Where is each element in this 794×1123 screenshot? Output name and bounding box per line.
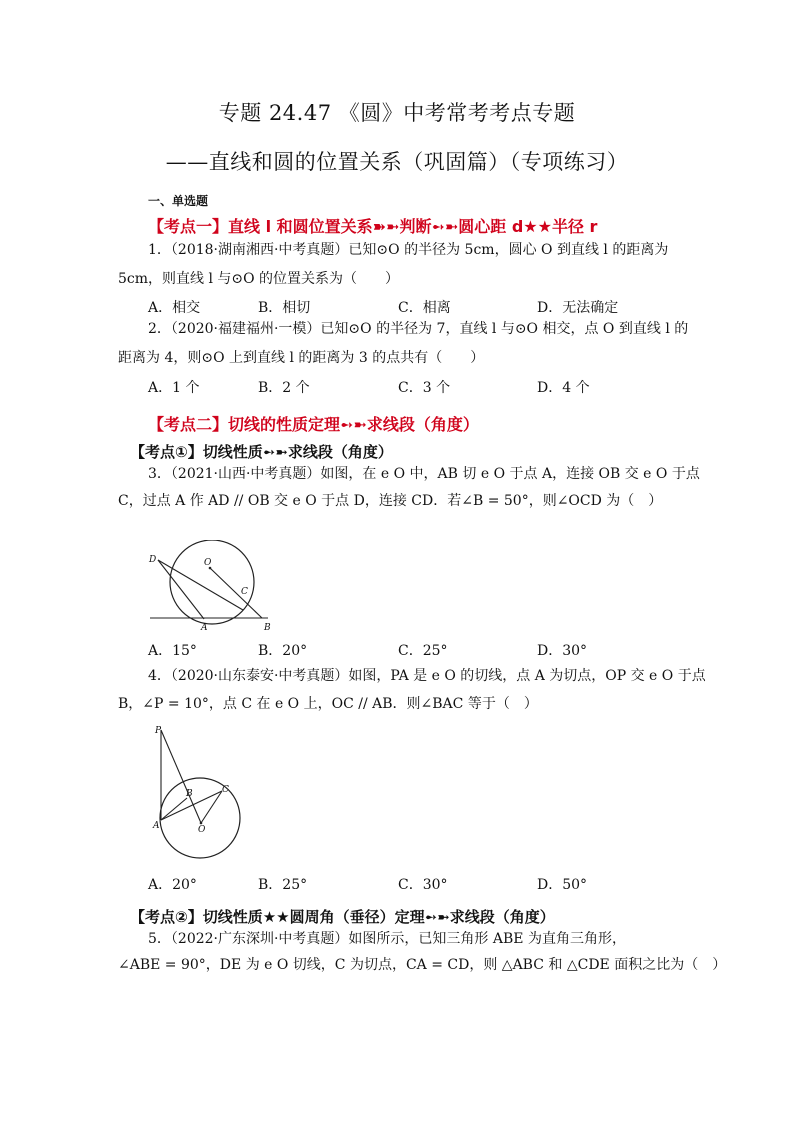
q1-option-a: A．相交 xyxy=(148,300,201,316)
q4-option-b: B．25° xyxy=(258,877,308,893)
q4-option-c: C．30° xyxy=(398,877,448,893)
q3-label-b: B xyxy=(264,623,271,633)
q3-line1: 3．（2021·山西·中考真题）如图，在 e O 中，AB 切 e O 于点 A，连接 OB 交 e O 于点 xyxy=(148,466,700,482)
page-title: 专题 24.47 《圆》中考常考考点专题 xyxy=(218,101,576,125)
q2-line1: 2．（2020·福建福州·一模）已知⊙O 的半径为 7，直线 l 与⊙O 相交，点 O 到直线 l 的 xyxy=(148,321,689,337)
q4-label-b: B xyxy=(186,789,193,799)
kp2-heading: 【考点二】切线的性质定理➻➼求线段（角度） xyxy=(148,415,479,434)
section-heading: 一、单选题 xyxy=(148,194,209,208)
q4-line-po xyxy=(161,730,201,823)
kp2b-heading: 【考点②】切线性质★★圆周角（垂径）定理➻➼求线段（角度） xyxy=(130,908,555,926)
q4-center-dot xyxy=(200,822,203,825)
q2-option-c: C．3 个 xyxy=(398,380,451,396)
q4-label-p: P xyxy=(155,726,162,736)
q3-option-a: A．15° xyxy=(148,643,197,659)
q1-option-c: C．相离 xyxy=(398,300,451,316)
q3-label-o: O xyxy=(204,558,212,568)
q3-label-d: D xyxy=(149,555,157,565)
q1-line1: 1．（2018·湖南湘西·中考真题）已知⊙O 的半径为 5cm，圆心 O 到直线 l 的距离为 xyxy=(148,242,669,258)
q3-line-ob xyxy=(210,568,262,618)
q3-line-dc xyxy=(158,560,243,610)
q3-figure xyxy=(140,540,280,635)
q2-option-b: B．2 个 xyxy=(258,380,310,396)
q4-label-a: A xyxy=(153,821,160,831)
q2-option-a: A．1 个 xyxy=(148,380,200,396)
q4-label-c: C xyxy=(222,785,229,795)
q1-option-b: B．相切 xyxy=(258,300,311,316)
page-subtitle: ——直线和圆的位置关系（巩固篇）（专项练习） xyxy=(165,150,629,174)
q2-option-d: D．4 个 xyxy=(537,380,590,396)
q5-line1: 5．（2022·广东深圳·中考真题）如图所示，已知三角形 ABE 为直角三角形， xyxy=(148,931,626,947)
q3-option-d: D．30° xyxy=(537,643,588,659)
q3-label-a: A xyxy=(201,623,208,633)
q4-line2: B，∠P = 10°，点 C 在 e O 上，OC // AB．则∠BAC 等于（ ） xyxy=(118,696,538,712)
q3-label-c: C xyxy=(241,587,248,597)
q3-line2: C，过点 A 作 AD // OB 交 e O 于点 D，连接 CD．若∠B = 50°，则∠OCD 为（ ） xyxy=(118,493,663,509)
q4-option-d: D．50° xyxy=(537,877,588,893)
q4-line1: 4．（2020·山东泰安·中考真题）如图，PA 是 e O 的切线，点 A 为切点，OP 交 e O 于点 xyxy=(148,668,706,684)
q1-option-d: D．无法确定 xyxy=(537,300,619,316)
q1-line2: 5cm，则直线 l 与⊙O 的位置关系为（ ） xyxy=(118,271,400,287)
kp1-heading: 【考点一】直线 l 和圆位置关系➽➼判断➻➼圆心距 d★★半径 r xyxy=(148,217,598,236)
kp2a-heading: 【考点①】切线性质➻➼求线段（角度） xyxy=(130,443,393,461)
q5-line2: ∠ABE = 90°，DE 为 e O 切线，C 为切点，CA = CD，则 △ABC 和 △CDE 面积之比为（ ） xyxy=(118,957,727,973)
q4-option-a: A．20° xyxy=(148,877,197,893)
q4-figure xyxy=(148,722,244,864)
q3-option-c: C．25° xyxy=(398,643,448,659)
q2-line2: 距离为 4，则⊙O 上到直线 l 的距离为 3 的点共有（ ） xyxy=(118,350,485,366)
q3-circle xyxy=(170,540,254,624)
q3-option-b: B．20° xyxy=(258,643,308,659)
q4-label-o: O xyxy=(198,825,206,835)
